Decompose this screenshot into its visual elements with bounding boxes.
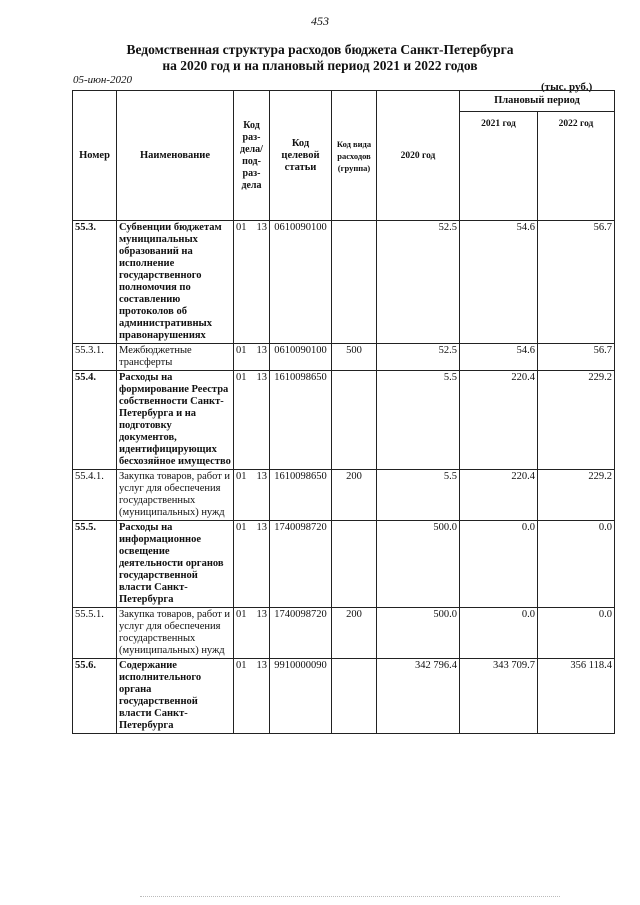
row-number: 55.4. [73,371,117,470]
title-line-1: Ведомственная структура расходов бюджета Санкт-Петербурга [126,42,514,57]
row-razdel: 01 [236,660,247,671]
row-expense-type: 200 [332,608,377,659]
row-value-2022: 56.7 [538,344,615,371]
footer-line [140,896,560,900]
table-row [73,470,615,521]
table-row [73,521,615,608]
row-razdel: 01 [236,372,247,383]
row-target-code: 0610090100 [270,221,332,344]
row-podrazdel: 13 [256,471,267,482]
row-name: Расходы на формирование Реестра собственности Санкт-Петербурга и на подготовку документов, идентифицирующих бесхозяйное имущество [117,371,234,470]
header-target-code: Код целевой статьи [270,91,332,221]
table-row [73,659,615,734]
table-row [73,608,615,659]
row-expense-type [332,221,377,344]
header-planned-period: Плановый период [460,91,615,112]
page-number: 453 [311,14,329,28]
row-target-code: 1740098720 [270,521,332,608]
row-expense-type [332,371,377,470]
row-value-2020: 500.0 [377,521,460,608]
row-razdel: 01 [236,522,247,533]
row-value-2020: 342 796.4 [377,659,460,734]
table-row [73,371,615,470]
row-expense-type [332,659,377,734]
row-name: Закупка товаров, работ и услуг для обеспечения государственных (муниципальных) нужд [117,470,234,521]
row-section-code [234,521,270,608]
table-body [73,221,615,734]
row-section-code [234,659,270,734]
row-expense-type: 500 [332,344,377,371]
row-section-code [234,371,270,470]
row-value-2020: 52.5 [377,221,460,344]
row-target-code: 1610098650 [270,470,332,521]
row-value-2021: 343 709.7 [460,659,538,734]
row-podrazdel: 13 [256,609,267,620]
row-number: 55.4.1. [73,470,117,521]
row-value-2021: 220.4 [460,371,538,470]
row-razdel: 01 [236,345,247,356]
document-date: 05-июн-2020 [73,74,133,86]
row-value-2020: 5.5 [377,470,460,521]
row-value-2022: 0.0 [538,521,615,608]
row-expense-type: 200 [332,470,377,521]
row-expense-type [332,521,377,608]
row-section-code [234,344,270,371]
row-number: 55.5. [73,521,117,608]
row-target-code: 1610098650 [270,371,332,470]
row-podrazdel: 13 [256,372,267,383]
row-value-2020: 500.0 [377,608,460,659]
row-value-2021: 0.0 [460,521,538,608]
row-name: Субвенции бюджетам муниципальных образований на исполнение государственного полномочия по составлению протоколов об административных правонарушениях [117,221,234,344]
row-target-code: 0610090100 [270,344,332,371]
row-podrazdel: 13 [256,345,267,356]
row-razdel: 01 [236,222,247,233]
row-target-code: 1740098720 [270,608,332,659]
header-2022: 2022 год [538,112,615,221]
row-name: Содержание исполнительного органа государственной власти Санкт-Петербурга [117,659,234,734]
header-2021: 2021 год [460,112,538,221]
document-title [0,42,640,74]
row-value-2022: 0.0 [538,608,615,659]
row-razdel: 01 [236,609,247,620]
row-razdel: 01 [236,471,247,482]
row-section-code [234,221,270,344]
row-value-2022: 356 118.4 [538,659,615,734]
budget-table [72,90,615,734]
title-line-2: на 2020 год и на плановый период 2021 и 2022 годов [162,58,478,73]
row-podrazdel: 13 [256,222,267,233]
header-number: Номер [73,91,117,221]
row-name: Расходы на информационное освещение деятельности органов государственной власти Санкт-Петербурга [117,521,234,608]
row-value-2020: 52.5 [377,344,460,371]
table-row [73,344,615,371]
row-number: 55.3.1. [73,344,117,371]
header-expense-type-code: Код вида расходов (группа) [332,91,377,221]
header-name: Наименование [117,91,234,221]
row-section-code [234,470,270,521]
row-value-2021: 0.0 [460,608,538,659]
row-value-2020: 5.5 [377,371,460,470]
row-number: 55.3. [73,221,117,344]
row-value-2022: 56.7 [538,221,615,344]
header-section-code: Код раз- дела/ под- раз- дела [234,91,270,221]
row-number: 55.6. [73,659,117,734]
row-value-2021: 54.6 [460,344,538,371]
units-label: (тыс. руб.) [541,81,593,93]
row-number: 55.5.1. [73,608,117,659]
row-name: Закупка товаров, работ и услуг для обеспечения государственных (муниципальных) нужд [117,608,234,659]
row-value-2021: 54.6 [460,221,538,344]
row-value-2021: 220.4 [460,470,538,521]
row-value-2022: 229.2 [538,470,615,521]
row-section-code [234,608,270,659]
row-name: Межбюджетные трансферты [117,344,234,371]
row-podrazdel: 13 [256,522,267,533]
row-podrazdel: 13 [256,660,267,671]
header-2020: 2020 год [377,91,460,221]
row-target-code: 9910000090 [270,659,332,734]
row-value-2022: 229.2 [538,371,615,470]
table-row [73,221,615,344]
